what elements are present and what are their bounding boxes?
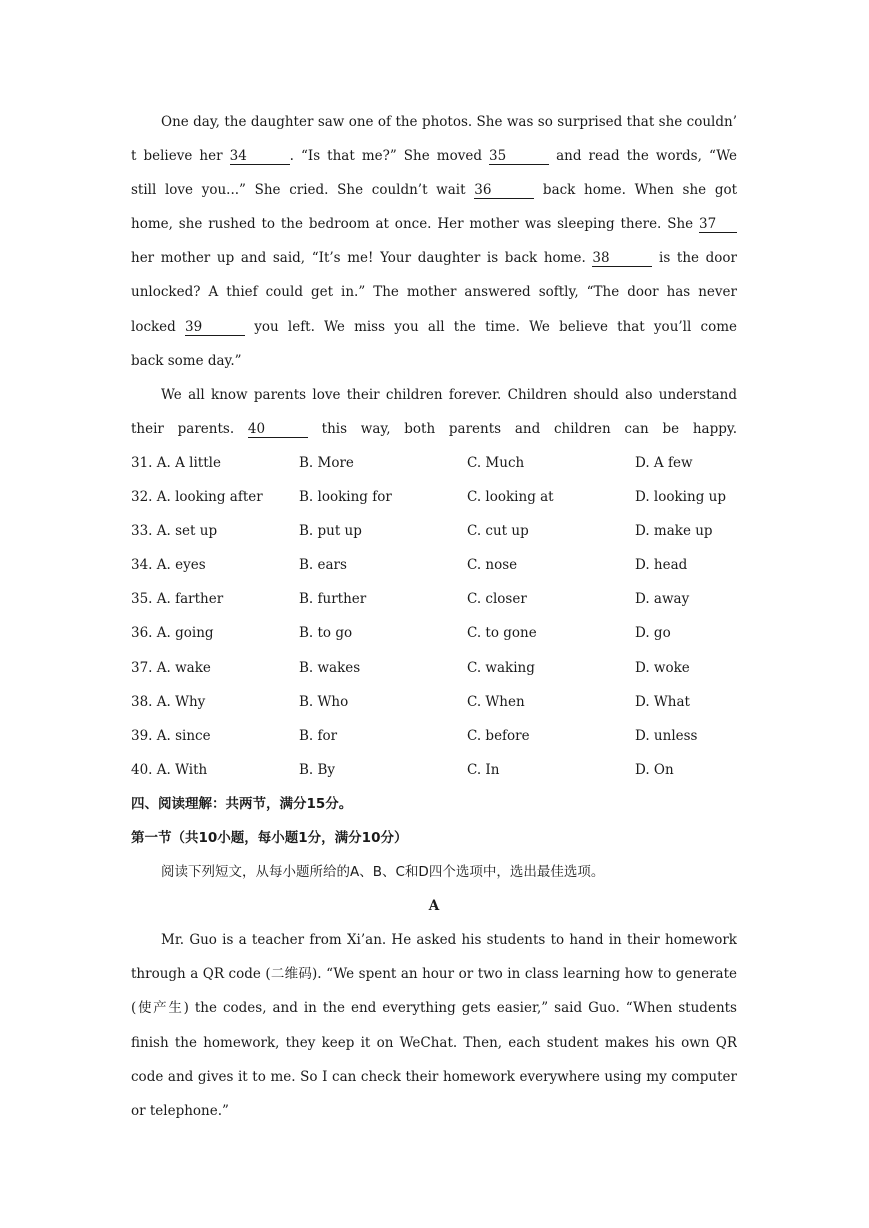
article-text: through a QR code (二维码). “We spent an hour or two in class learning how to generate bbox=[131, 966, 737, 983]
article-line bbox=[131, 1026, 737, 1060]
question-number: 36. bbox=[131, 625, 153, 642]
option-a bbox=[131, 514, 299, 548]
passage-text: still love you...” She cried. She couldn’t wait bbox=[131, 182, 466, 199]
passage-line bbox=[131, 241, 737, 275]
instruction-text: 阅读下列短文，从每小题所给的A、B、C和D四个选项中，选出最佳选项。 bbox=[161, 864, 605, 881]
passage-line bbox=[131, 310, 737, 344]
option-d: D. On bbox=[635, 761, 674, 778]
option-b: B. looking for bbox=[299, 489, 392, 506]
option-a-text: A. eyes bbox=[156, 557, 206, 574]
article-line bbox=[131, 957, 737, 991]
option-row bbox=[131, 753, 737, 787]
option-d: D. What bbox=[635, 693, 690, 710]
option-b: B. for bbox=[299, 727, 338, 744]
question-number: 34. bbox=[131, 557, 153, 574]
option-row bbox=[131, 548, 737, 582]
option-row bbox=[131, 616, 737, 650]
passage-text: is the door bbox=[659, 250, 737, 267]
passage-text: back some day.” bbox=[131, 352, 242, 369]
option-d: D. away bbox=[635, 591, 690, 608]
article-text: or telephone.” bbox=[131, 1102, 229, 1119]
question-number: 37. bbox=[131, 659, 153, 676]
option-b: B. put up bbox=[299, 523, 362, 540]
question-number: 32. bbox=[131, 489, 153, 506]
blank-35: 35 bbox=[489, 148, 549, 165]
question-number: 40. bbox=[131, 761, 153, 778]
passage-text: unlocked? A thief could get in.” The mother answered softly, “The door has never bbox=[131, 284, 737, 301]
question-number: 31. bbox=[131, 454, 153, 471]
option-c: C. before bbox=[467, 727, 530, 744]
option-b: B. wakes bbox=[299, 659, 361, 676]
blank-39: 39 bbox=[185, 319, 245, 336]
option-a bbox=[131, 446, 299, 480]
passage-text: locked bbox=[131, 318, 176, 335]
blank-38: 38 bbox=[592, 250, 652, 267]
passage-text: this way, both parents and children can be happy. bbox=[321, 420, 737, 437]
option-c: C. Much bbox=[467, 454, 525, 471]
passage-line bbox=[131, 275, 737, 309]
option-a-text: A. looking after bbox=[156, 489, 263, 506]
option-a bbox=[131, 616, 299, 650]
section-heading: 四、阅读理解：共两节，满分15分。 bbox=[131, 795, 353, 812]
passage-line bbox=[131, 412, 737, 446]
option-a-text: A. With bbox=[156, 761, 208, 778]
option-row bbox=[131, 480, 737, 514]
option-a-text: A. going bbox=[156, 625, 214, 642]
passage-line bbox=[131, 105, 737, 139]
blank-34: 34 bbox=[230, 148, 290, 165]
option-d: D. A few bbox=[635, 454, 693, 471]
passage-text: One day, the daughter saw one of the photos. She was so surprised that she couldn’ bbox=[161, 114, 737, 130]
article-line bbox=[131, 923, 737, 957]
option-c: C. cut up bbox=[467, 523, 529, 540]
option-a-text: A. Why bbox=[156, 693, 206, 710]
option-row bbox=[131, 446, 737, 480]
question-number: 33. bbox=[131, 523, 153, 540]
option-a bbox=[131, 480, 299, 514]
passage-line bbox=[131, 344, 737, 378]
option-c: C. nose bbox=[467, 557, 518, 574]
passage-text: home, she rushed to the bedroom at once. Her mother was sleeping there. She bbox=[131, 216, 694, 233]
passage-text: their parents. bbox=[131, 420, 235, 437]
article-line bbox=[131, 991, 737, 1025]
passage-text: t believe her bbox=[131, 148, 223, 165]
option-a bbox=[131, 685, 299, 719]
passage-text: and read the words, “We bbox=[556, 148, 737, 165]
option-b: B. By bbox=[299, 761, 336, 778]
option-row bbox=[131, 719, 737, 753]
option-a bbox=[131, 582, 299, 616]
option-b: B. More bbox=[299, 454, 354, 471]
passage-line bbox=[131, 378, 737, 412]
passage-line bbox=[131, 173, 737, 207]
option-d: D. make up bbox=[635, 523, 713, 540]
article-text: code and gives it to me. So I can check their homework everywhere using my computer bbox=[131, 1068, 737, 1085]
passage-text: We all know parents love their children forever. Children should also understand bbox=[161, 386, 737, 403]
option-row bbox=[131, 685, 737, 719]
question-number: 39. bbox=[131, 727, 153, 744]
option-row bbox=[131, 582, 737, 616]
article-label: A bbox=[428, 898, 440, 915]
article-line bbox=[131, 1060, 737, 1094]
option-b: B. Who bbox=[299, 693, 349, 710]
option-a bbox=[131, 753, 299, 787]
option-c: C. In bbox=[467, 761, 500, 778]
article-text: (使产生) the codes, and in the end everything gets easier,” said Guo. “When students bbox=[131, 1000, 737, 1017]
option-row bbox=[131, 651, 737, 685]
passage-line bbox=[131, 139, 737, 173]
options-list bbox=[131, 446, 737, 787]
option-a bbox=[131, 651, 299, 685]
option-a-text: A. A little bbox=[156, 454, 221, 471]
option-b: B. ears bbox=[299, 557, 347, 574]
option-d: D. head bbox=[635, 557, 688, 574]
option-a bbox=[131, 719, 299, 753]
option-b: B. further bbox=[299, 591, 367, 608]
exam-page bbox=[131, 105, 737, 1128]
option-c: C. waking bbox=[467, 659, 535, 676]
blank-37: 37 bbox=[699, 216, 737, 233]
option-a-text: A. set up bbox=[156, 523, 218, 540]
option-c: C. to gone bbox=[467, 625, 537, 642]
option-c: C. closer bbox=[467, 591, 527, 608]
option-row bbox=[131, 514, 737, 548]
option-d: D. looking up bbox=[635, 489, 726, 506]
option-d: D. unless bbox=[635, 727, 698, 744]
question-number: 38. bbox=[131, 693, 153, 710]
part-heading: 第一节（共10小题，每小题1分，满分10分） bbox=[131, 829, 408, 846]
option-c: C. looking at bbox=[467, 489, 554, 506]
passage-text: you left. We miss you all the time. We believe that you’ll come bbox=[254, 318, 737, 335]
blank-36: 36 bbox=[474, 182, 534, 199]
option-d: D. woke bbox=[635, 659, 690, 676]
passage-text: . “Is that me?” She moved bbox=[289, 148, 482, 165]
option-c: C. When bbox=[467, 693, 525, 710]
question-number: 35. bbox=[131, 591, 153, 608]
option-d: D. go bbox=[635, 625, 671, 642]
passage-text: back home. When she got bbox=[542, 182, 737, 199]
option-a-text: A. farther bbox=[156, 591, 224, 608]
article-text: Mr. Guo is a teacher from Xi’an. He asked his students to hand in their homework bbox=[161, 932, 737, 949]
passage-text: her mother up and said, “It’s me! Your daughter is back home. bbox=[131, 250, 586, 267]
option-a-text: A. wake bbox=[156, 659, 211, 676]
blank-40: 40 bbox=[248, 421, 308, 438]
article-line bbox=[131, 1094, 737, 1128]
article-text: finish the homework, they keep it on WeChat. Then, each student makes his own QR bbox=[131, 1034, 737, 1051]
passage-line bbox=[131, 207, 737, 241]
option-b: B. to go bbox=[299, 625, 353, 642]
option-a bbox=[131, 548, 299, 582]
option-a-text: A. since bbox=[156, 727, 211, 744]
